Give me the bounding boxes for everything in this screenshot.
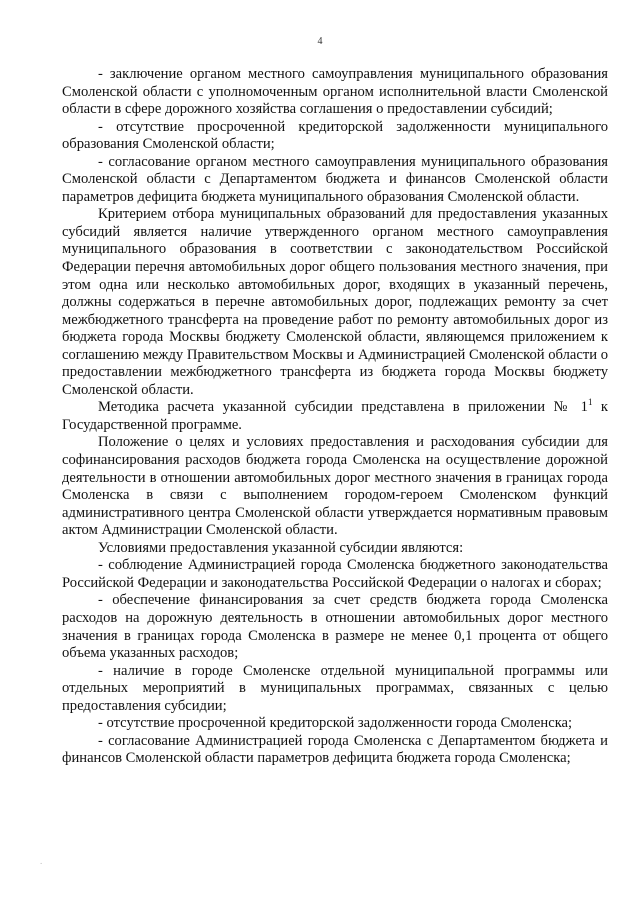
- paragraph-agreement-condition: - заключение органом местного самоуправления муниципального образования Смоленской области с уполномоченным органом исполнительной власти Смоленской области в сфере дорожного хозяйства соглашения о предоставлении субсидий;: [62, 66, 608, 118]
- methodology-text-end: к Государственной программе.: [62, 399, 608, 433]
- paragraph-budget-compliance: - соблюдение Администрацией города Смоленска бюджетного законодательства Российской Федерации и законодательства Российской Федерации о налогах и сборах;: [62, 557, 608, 591]
- paragraph-financing-share: - обеспечение финансирования за счет средств бюджета города Смоленска расходов на дорожную деятельность в отношении автомобильных дорог местного значения в границах города Смоленска в размере не менее 0,1 процента от общего объема указанных расходов;: [62, 592, 608, 662]
- scan-mark: .: [40, 856, 43, 866]
- paragraph-city-no-overdue-debt: - отсутствие просроченной кредиторской задолженности города Смоленска;: [98, 715, 573, 732]
- methodology-text: Методика расчета указанной субсидии представлена в приложении № 1: [98, 399, 588, 416]
- paragraph-city-deficit-approval: - согласование Администрацией города Смоленска с Департаментом бюджета и финансов Смоленской области параметров дефицита бюджета города Смоленска;: [62, 732, 608, 767]
- paragraph-methodology: [62, 399, 608, 434]
- document-body: [62, 66, 608, 768]
- paragraph-deficit-approval: - согласование органом местного самоуправления муниципального образования Смоленской области с Департаментом бюджета и финансов Смоленской области параметров дефицита бюджета муниципального образования Смоленской области.: [62, 153, 608, 205]
- paragraph-selection-criterion: Критерием отбора муниципальных образований для предоставления указанных субсидий является наличие утвержденного органом местного самоуправления муниципального образования в соответствии с законодательством Российской Федерации перечня автомобильных дорог общего пользования местного значения, при этом одна или несколько автомобильных дорог, входящих в указанный перечень, должны содержаться в перечне автомобильных дорог, подлежащих ремонту за счет межбюджетного трансферта на проведение работ по ремонту автомобильных дорог из бюджета города Москвы бюджету Смоленской области, являющемся приложением к соглашению между Правительством Москвы и Администрацией Смоленской области о предоставлении межбюджетного трансферта из бюджета города Москвы бюджету Смоленской области.: [62, 206, 608, 398]
- appendix-superscript: 1: [587, 397, 593, 408]
- paragraph-regulation: Положение о целях и условиях предоставления и расходования субсидии для софинансирования расходов бюджета города Смоленска на осуществление дорожной деятельности в отношении автомобильных дорог местного значения в границах города Смоленска в связи с выполнением городом-героем Смоленском функций административного центра Смоленской области утверждается нормативным правовым актом Администрации Смоленской области.: [62, 434, 608, 539]
- paragraph-no-overdue-debt: - отсутствие просроченной кредиторской задолженности муниципального образования Смоленской области;: [62, 118, 608, 153]
- page-number: 4: [317, 36, 323, 47]
- paragraph-conditions-intro: Условиями предоставления указанной субсидии являются:: [98, 539, 464, 556]
- paragraph-municipal-program: - наличие в городе Смоленске отдельной муниципальной программы или отдельных мероприятий в муниципальных программах, связанных с целью предоставления субсидии;: [62, 662, 608, 714]
